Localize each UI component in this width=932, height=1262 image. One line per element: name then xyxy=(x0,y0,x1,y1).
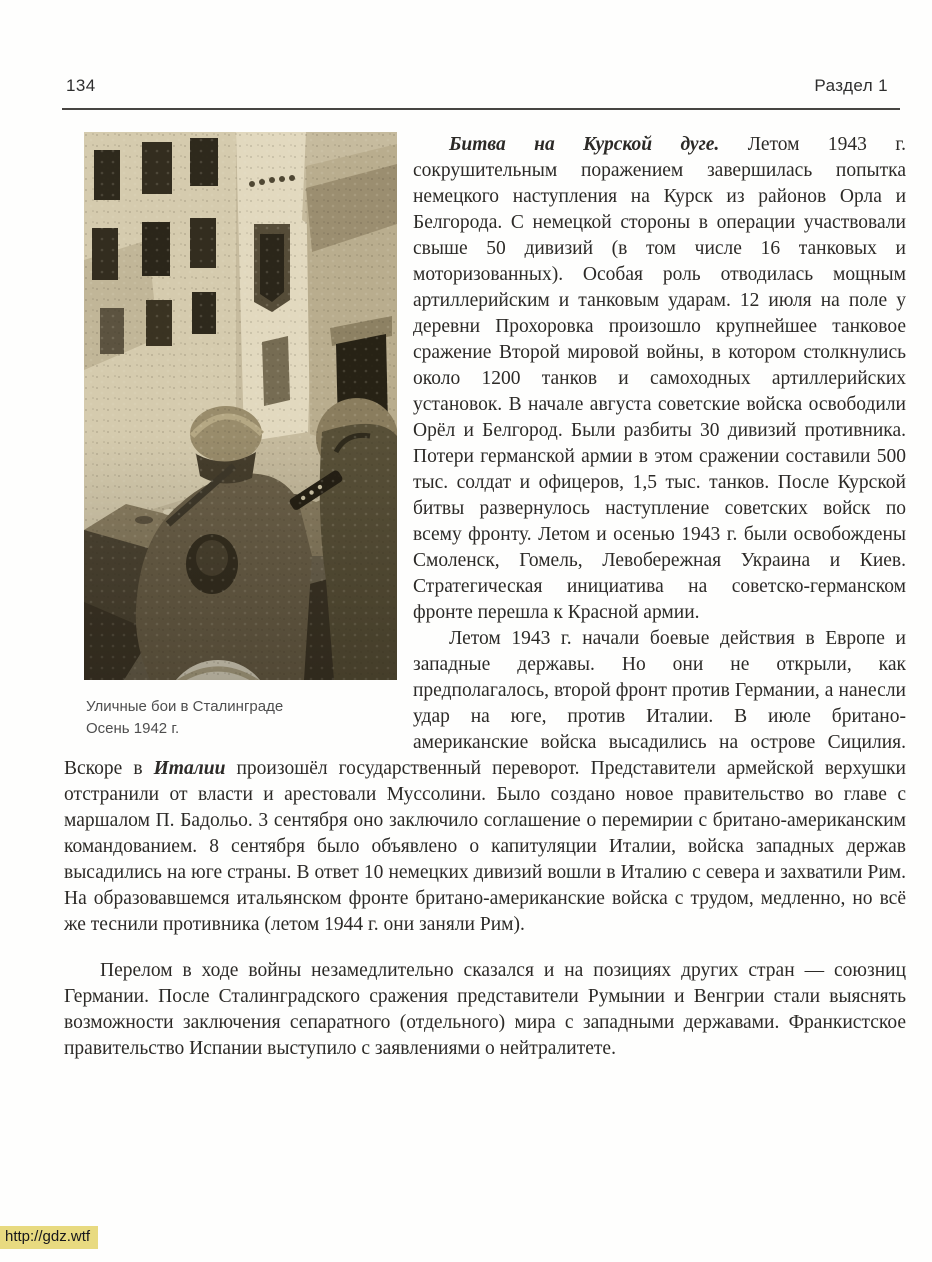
paragraph-german-allies: Перелом в ходе войны незамедлительно сказался и на позициях других стран — союзниц Германии. После Сталинградского сражения представители Румынии и Венгрии стали выяснять возможности заключения сепаратного (отдельного) мира с западными державами. Франкистское правительство Испании выступило с заявлениями о нейтралитете. xyxy=(64,960,906,1059)
kursk-battle-heading: Битва на Курской дуге. xyxy=(449,134,720,155)
photo-block xyxy=(64,132,413,748)
header-rule xyxy=(62,108,900,110)
italy-emphasis: Италии xyxy=(153,758,226,779)
section-title: Раздел 1 xyxy=(814,76,888,95)
stalingrad-photo-image xyxy=(84,132,397,680)
photo-caption xyxy=(86,696,413,740)
photo-caption-line2: Осень 1942 г. xyxy=(86,720,180,737)
page-header xyxy=(66,76,888,96)
watermark-link[interactable]: http://gdz.wtf xyxy=(0,1226,98,1249)
kursk-battle-text: Летом 1943 г. сокрушительным поражением завершилась попытка немецкого наступления на Курск из районов Орла и Белгорода. С немецкой стороны в операции участвовали свыше 50 дивизий (в том числе 16 танковых и моторизованных). Особая роль отводилась мощным артиллерийским и танковым ударам. 12 июля на поле у деревни Прохоровка произошло крупнейшее танковое сражение Второй мировой войны, в котором столкнулись около 1200 танков и самоходных артиллерийских установок. В начале августа советские войска освободили Орёл и Белгород. Были разбиты 30 дивизий противника. Потери германской армии в этом сражении составили 500 тыс. солдат и офицеров, 1,5 тыс. танков. После Курской битвы развернулось наступление советских войск по всему фронту. Летом и осенью 1943 г. были освобождены Смоленск, Гомель, Левобережная Украина и Киев. Стратегическая инициатива на советско-германском фронте перешла к Красной армии. xyxy=(413,134,906,623)
stalingrad-photo xyxy=(84,132,397,680)
photo-caption-line1: Уличные бои в Сталинграде xyxy=(86,698,284,715)
western-powers-text-after: произошёл государственный переворот. Представители армейской верхушки отстранили от власти и арестовали Муссолини. Было создано новое правительство во главе с маршалом П. Бадольо. 3 сентября оно заключило соглашение о перемирии с британо-американским командованием. 8 сентября было объявлено о капитуляции Италии, войска западных держав высадились на юге страны. В ответ 10 немецких дивизий вошли в Италию с севера и захватили Рим. На образовавшемся итальянском фронте британо-американские войска с трудом, медленно, но всё же теснили противника (летом 1944 г. они заняли Рим). xyxy=(64,758,906,935)
page-content xyxy=(64,132,906,1062)
western-powers-text-before: Летом 1943 г. начали боевые действия в Европе и западные державы. Но они не открыли, как предполагалось, второй фронт против Германии, а нанесли удар на юге, против Италии. В июле британо-американские войска высадились на острове Сицилия. Вскоре в xyxy=(64,628,906,779)
page-number: 134 xyxy=(66,76,96,95)
